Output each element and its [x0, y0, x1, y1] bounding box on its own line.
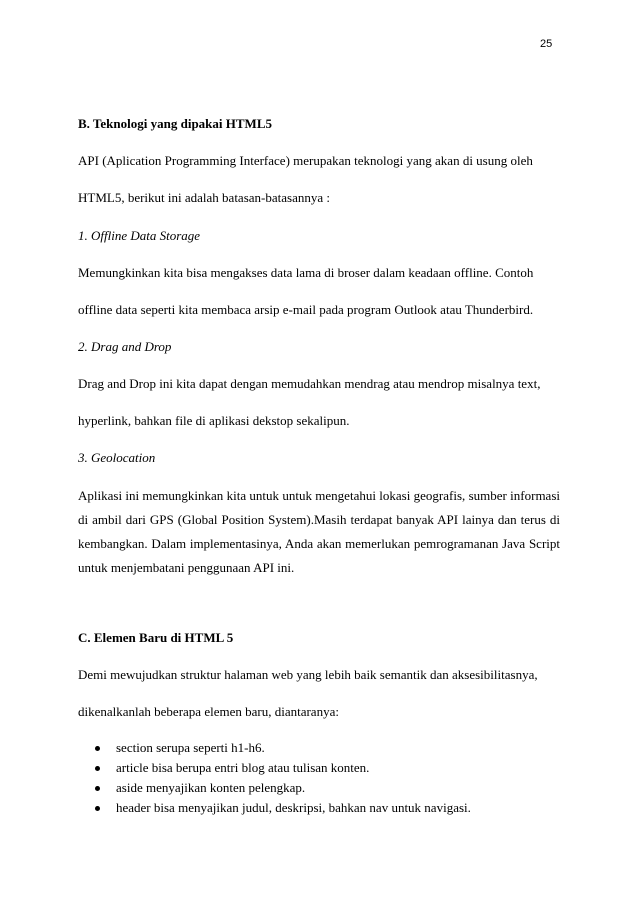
item-1-line-1: Memungkinkan kita bisa mengakses data lama di broser dalam keadaan offline. Contoh: [78, 265, 534, 280]
bullet-icon: [95, 786, 100, 791]
list-item-text: article bisa berupa entri blog atau tulisan konten.: [116, 760, 370, 775]
element-bullet-list: [78, 740, 471, 820]
list-item-text: header bisa menyajikan judul, deskripsi, bahkan nav untuk navigasi.: [116, 800, 471, 815]
item-2-title: 2. Drag and Drop: [78, 339, 172, 354]
bullet-icon: [95, 806, 100, 811]
item-3-title: 3. Geolocation: [78, 450, 156, 465]
section-b-intro-line-1: API (Aplication Programming Interface) merupakan teknologi yang akan di usung oleh: [78, 153, 533, 168]
bullet-icon: [95, 766, 100, 771]
item-2-line-2: hyperlink, bahkan file di aplikasi dekstop sekalipun.: [78, 413, 350, 428]
list-item: [78, 740, 471, 760]
section-b-intro-line-2: HTML5, berikut ini adalah batasan-batasannya :: [78, 190, 330, 205]
list-item: [78, 800, 471, 820]
section-c-intro-line-2: dikenalkanlah beberapa elemen baru, diantaranya:: [78, 704, 339, 719]
list-item-text: aside menyajikan konten pelengkap.: [116, 780, 306, 795]
page-number: 25: [540, 38, 553, 50]
item-2-line-1: Drag and Drop ini kita dapat dengan memudahkan mendrag atau mendrop misalnya text,: [78, 376, 541, 391]
section-b-heading: B. Teknologi yang dipakai HTML5: [78, 116, 272, 131]
list-item: [78, 760, 471, 780]
item-1-title: 1. Offline Data Storage: [78, 228, 201, 243]
list-item-text: section serupa seperti h1-h6.: [116, 740, 265, 755]
item-3-paragraph: Aplikasi ini memungkinkan kita untuk untuk mengetahui lokasi geografis, sumber informasi di ambil dari GPS (Global Position System).Masih terdapat banyak API lainya dan terus di kembangkan. Dalam implementasinya, Anda akan memerlukan pemrogramanan Java Script untuk menjembatani penggunaan API ini.: [78, 488, 560, 575]
list-item: [78, 780, 471, 800]
item-1-line-2: offline data seperti kita membaca arsip e-mail pada program Outlook atau Thunderbird.: [78, 302, 534, 317]
section-c-intro-line-1: Demi mewujudkan struktur halaman web yang lebih baik semantik dan aksesibilitasnya,: [78, 667, 538, 682]
bullet-icon: [95, 746, 100, 751]
section-c-heading: C. Elemen Baru di HTML 5: [78, 630, 234, 645]
